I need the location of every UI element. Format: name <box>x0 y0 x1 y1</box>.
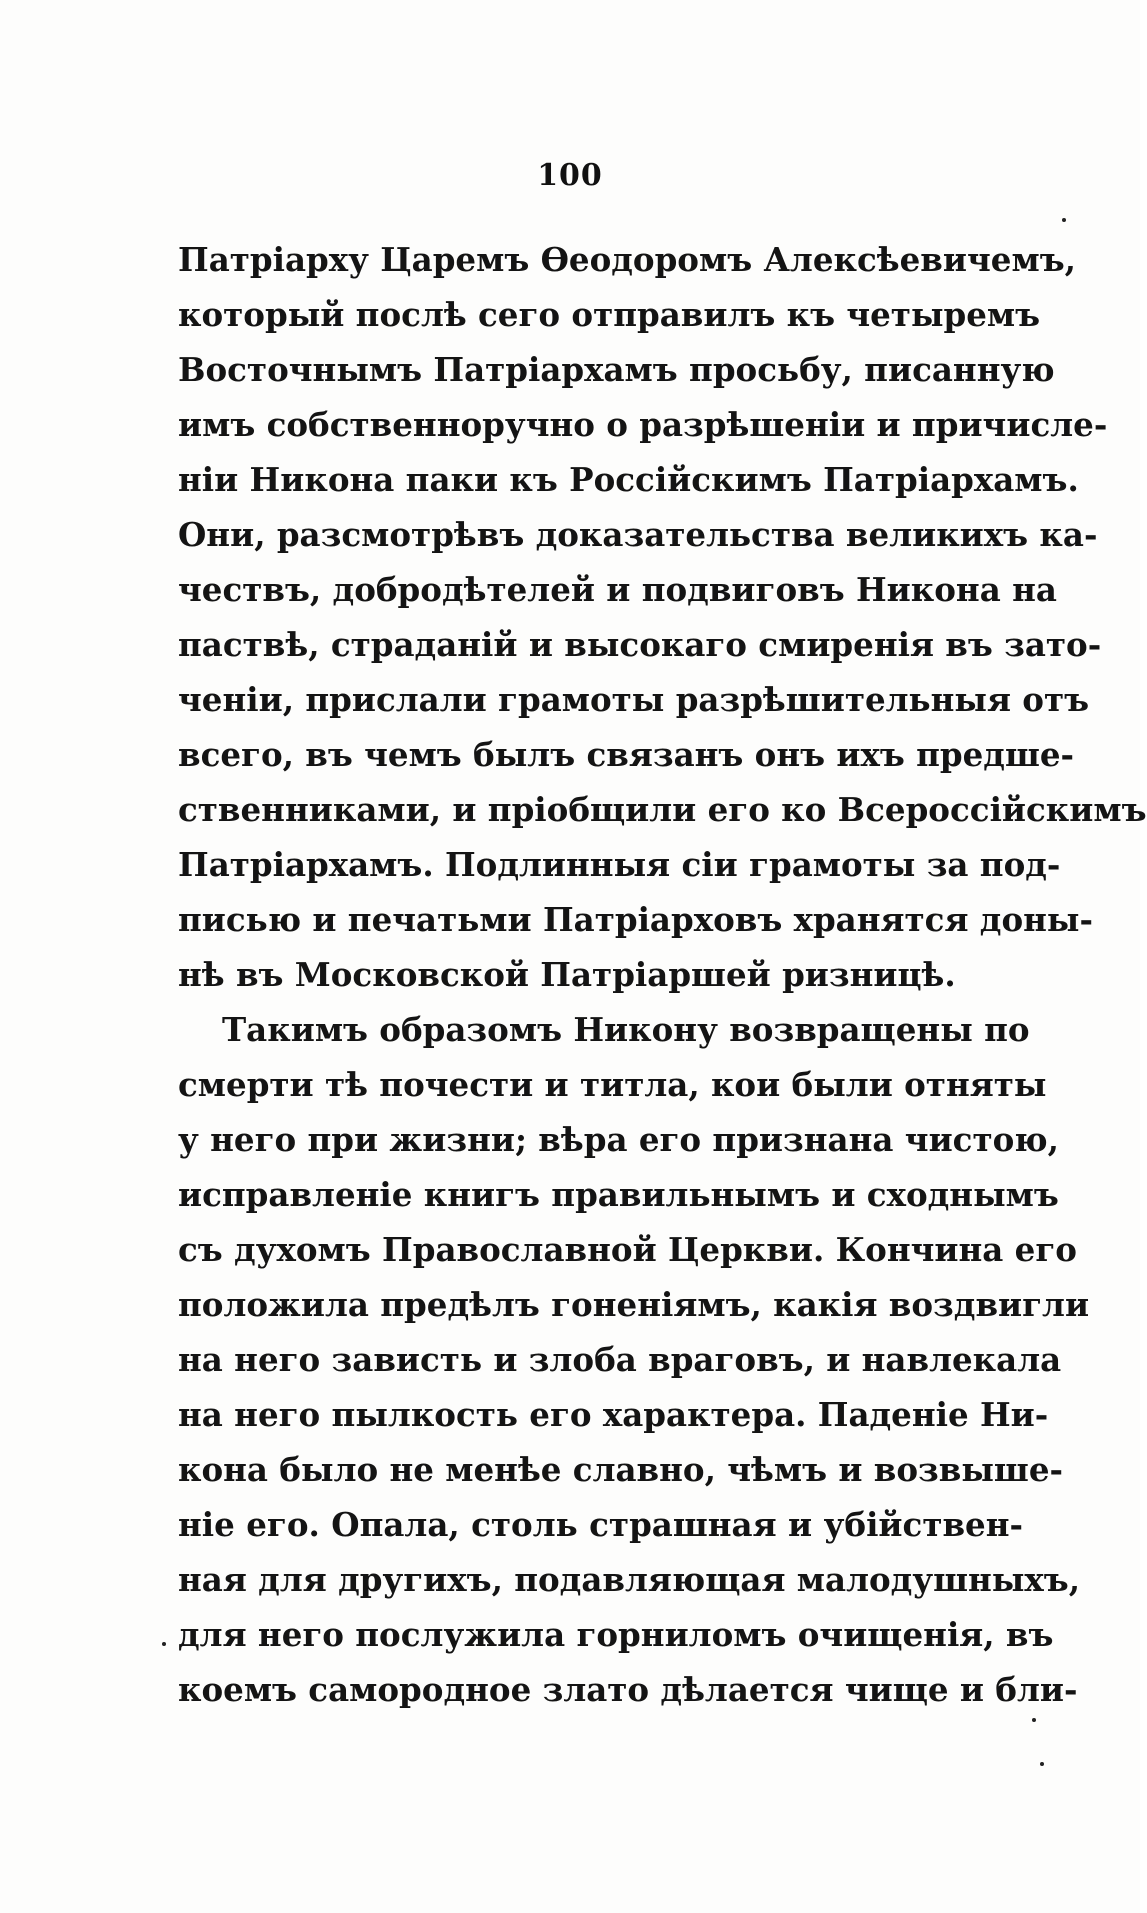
text-line: ственниками, и пріобщили его ко Всероссійскимъ <box>178 790 1147 829</box>
text-line: у него при жизни; вѣра его признана чистою, <box>178 1120 1059 1159</box>
text-line: для него послужила горниломъ очищенія, въ <box>178 1615 1054 1654</box>
text-line: Патріарху Царемъ Өеодоромъ Алексѣевичемъ, <box>178 240 1076 279</box>
text-line: Они, разсмотрѣвъ доказательства великихъ ка- <box>178 515 1098 554</box>
text-line: который послѣ сего отправилъ къ четыремъ <box>178 295 1041 334</box>
text-line: Патріархамъ. Подлинныя сіи грамоты за под- <box>178 845 1061 884</box>
text-line: положила предѣлъ гоненіямъ, какія воздвигли <box>178 1285 1090 1324</box>
text-line: на него пылкость его характера. Паденіе Ни- <box>178 1395 1049 1434</box>
text-line: съ духомъ Православной Церкви. Кончина его <box>178 1230 1077 1269</box>
text-line: паствѣ, страданій и высокаго смиренія въ зато- <box>178 625 1102 664</box>
text-line: писью и печатьми Патріарховъ хранятся доны- <box>178 900 1093 939</box>
text-line: коемъ самородное злато дѣлается чище и бли- <box>178 1670 1078 1709</box>
text-line: на него зависть и злоба враговъ, и навлекала <box>178 1340 1062 1379</box>
text-line: ная для другихъ, подавляющая малодушныхъ, <box>178 1560 1081 1599</box>
text-line: ченіи, прислали грамоты разрѣшительныя отъ <box>178 680 1090 719</box>
text-line: кона было не менѣе славно, чѣмъ и возвыше- <box>178 1450 1064 1489</box>
text-line: исправленіе книгъ правильнымъ и сходнымъ <box>178 1175 1059 1214</box>
page-number: 100 <box>537 158 603 193</box>
scan-speck <box>1062 218 1066 222</box>
text-line: смерти тѣ почести и титла, кои были отняты <box>178 1065 1047 1104</box>
scan-speck <box>1040 1762 1044 1766</box>
text-line: Такимъ образомъ Никону возвращены по <box>222 1010 1030 1049</box>
text-line: нѣ въ Московской Патріаршей ризницѣ. <box>178 955 956 994</box>
text-line: имъ собственноручно о разрѣшеніи и причисле- <box>178 405 1108 444</box>
body-text <box>178 232 1147 1717</box>
text-line: всего, въ чемъ былъ связанъ онъ ихъ предше- <box>178 735 1075 774</box>
text-line: Восточнымъ Патріархамъ просьбу, писанную <box>178 350 1055 389</box>
text-line: чествъ, добродѣтелей и подвиговъ Никона на <box>178 570 1057 609</box>
text-line: ніе его. Опала, столь страшная и убійствен- <box>178 1505 1023 1544</box>
text-line: ніи Никона паки къ Россійскимъ Патріархамъ. <box>178 460 1079 499</box>
scan-speck <box>1032 1718 1036 1722</box>
scan-speck <box>162 1642 166 1646</box>
